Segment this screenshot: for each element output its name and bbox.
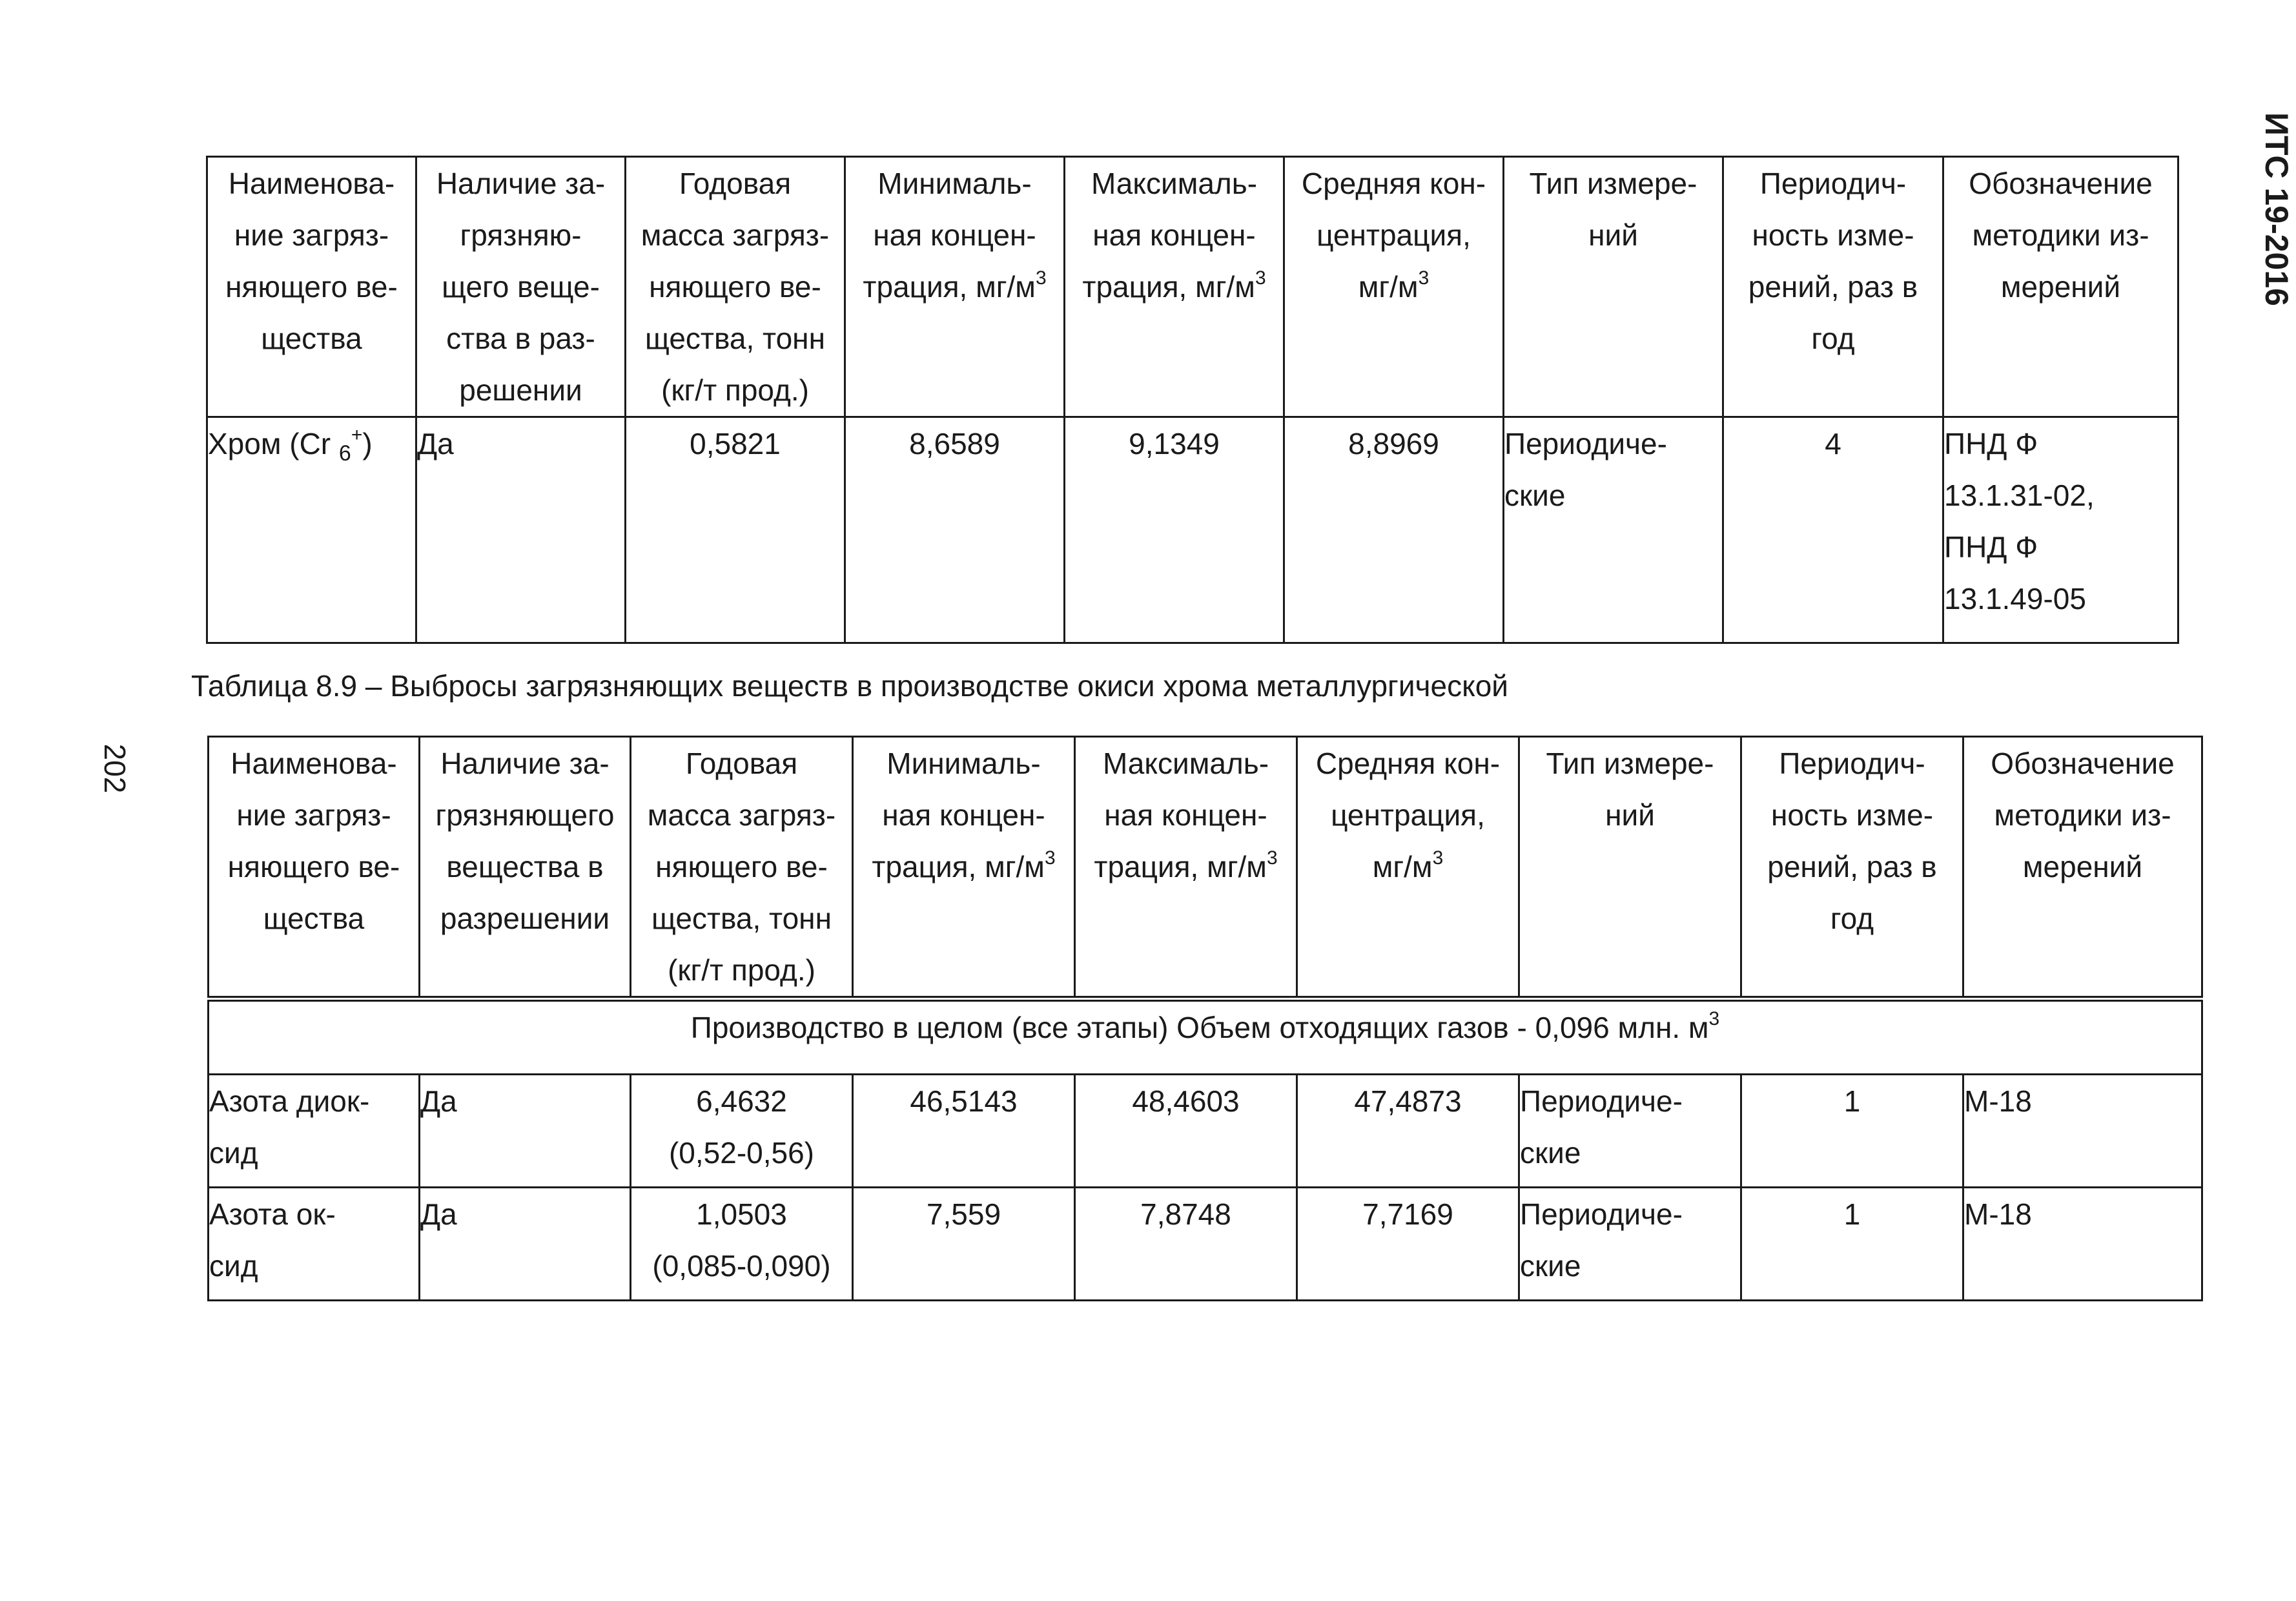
table-row [207, 417, 2178, 643]
header-cell: Средняя кон- центрация, $мг/м^3$ [1284, 157, 1504, 417]
unit-exponent: 3 [1432, 847, 1444, 869]
page-number: 202 [98, 743, 132, 794]
pollutant-name: Азота ок- сид [209, 1188, 420, 1301]
header-cell: Тип измере- ний [1519, 737, 1741, 999]
permit-cell: Да [416, 417, 626, 643]
header-cell: Обозначение методики из- мерений [1943, 157, 2178, 417]
measurement-type-cell: Периодиче- ские [1519, 1075, 1741, 1188]
unit-exponent: 3 [1255, 267, 1266, 289]
header-cell: Наличие за- грязняющего вещества в разрешении [420, 737, 631, 999]
header-cell: Периодич- ность изме- рений, раз в год [1723, 157, 1943, 417]
permit-cell: Да [420, 1188, 631, 1301]
header-cell: Максималь- ная концен- трация, $мг/м^3$ [1075, 737, 1297, 999]
unit-exponent: 3 [1266, 847, 1278, 869]
unit-exponent: 3 [1044, 847, 1056, 869]
header-cell: Обозначение методики из- мерений [1963, 737, 2202, 999]
min-concentration-cell: 7,559 [853, 1188, 1075, 1301]
table-header-row [207, 157, 2178, 417]
method-cell: ПНД Ф 13.1.31-02, ПНД Ф 13.1.49-05 [1943, 417, 2178, 643]
permit-cell: Да [420, 1075, 631, 1188]
header-cell: Годовая масса загряз- няющего ве- щества, тонн (кг/т прод.) [631, 737, 853, 999]
header-cell: Минималь- ная концен- трация, $мг/м^3$ [845, 157, 1065, 417]
method-cell: М-18 [1963, 1188, 2202, 1301]
frequency-cell: 4 [1723, 417, 1943, 643]
table-caption: Таблица 8.9 – Выбросы загрязняющих веществ в производстве окиси хрома металлургической [191, 669, 1508, 703]
header-cell: Периодич- ность изме- рений, раз в год [1741, 737, 1963, 999]
avg-concentration-cell: 7,7169 [1297, 1188, 1519, 1301]
max-concentration-cell: 9,1349 [1065, 417, 1284, 643]
emissions-table-chromium [206, 156, 2179, 644]
table-row [209, 1075, 2202, 1188]
min-concentration-cell: 46,5143 [853, 1075, 1075, 1188]
header-cell: Наличие за- грязняю- щего веще- ства в раз- решении [416, 157, 626, 417]
measurement-type-cell: Периодиче- ские [1504, 417, 1723, 643]
avg-concentration-cell: 47,4873 [1297, 1075, 1519, 1188]
avg-concentration-cell: 8,8969 [1284, 417, 1504, 643]
table-header-row [209, 737, 2202, 999]
emissions-table-chromium-oxide [207, 736, 2203, 1301]
header-cell: Тип измере- ний [1504, 157, 1723, 417]
header-cell: Максималь- ная концен- трация, $мг/м^3$ [1065, 157, 1284, 417]
measurement-type-cell: Периодиче- ские [1519, 1188, 1741, 1301]
pollutant-name: Азота диок- сид [209, 1075, 420, 1188]
min-concentration-cell: 8,6589 [845, 417, 1065, 643]
unit-exponent: 3 [1418, 267, 1430, 289]
max-concentration-cell: 7,8748 [1075, 1188, 1297, 1301]
section-title: Производство в целом (все этапы) Объем отходящих газов - 0,096 млн. $м^3$ [209, 999, 2202, 1075]
pollutant-name: Хром (Cr $_6$+) [207, 417, 416, 643]
running-header: ИТС 19-2016 [2259, 112, 2295, 306]
header-cell: Минималь- ная концен- трация, $мг/м^3$ [853, 737, 1075, 999]
annual-mass-cell: 0,5821 [626, 417, 845, 643]
method-cell: М-18 [1963, 1075, 2202, 1188]
header-cell: Наименова- ние загряз- няющего ве- щества [209, 737, 420, 999]
annual-mass-cell: 1,0503 (0,085-0,090) [631, 1188, 853, 1301]
annual-mass-cell: 6,4632 (0,52-0,56) [631, 1075, 853, 1188]
header-cell: Средняя кон- центрация, $мг/м^3$ [1297, 737, 1519, 999]
frequency-cell: 1 [1741, 1075, 1963, 1188]
max-concentration-cell: 48,4603 [1075, 1075, 1297, 1188]
header-cell: Годовая масса загряз- няющего ве- щества, тонн (кг/т прод.) [626, 157, 845, 417]
table-row [209, 1188, 2202, 1301]
header-cell: Наименова- ние загряз- няющего ве- щества [207, 157, 416, 417]
unit-exponent: 3 [1035, 267, 1047, 289]
section-row [209, 999, 2202, 1075]
frequency-cell: 1 [1741, 1188, 1963, 1301]
